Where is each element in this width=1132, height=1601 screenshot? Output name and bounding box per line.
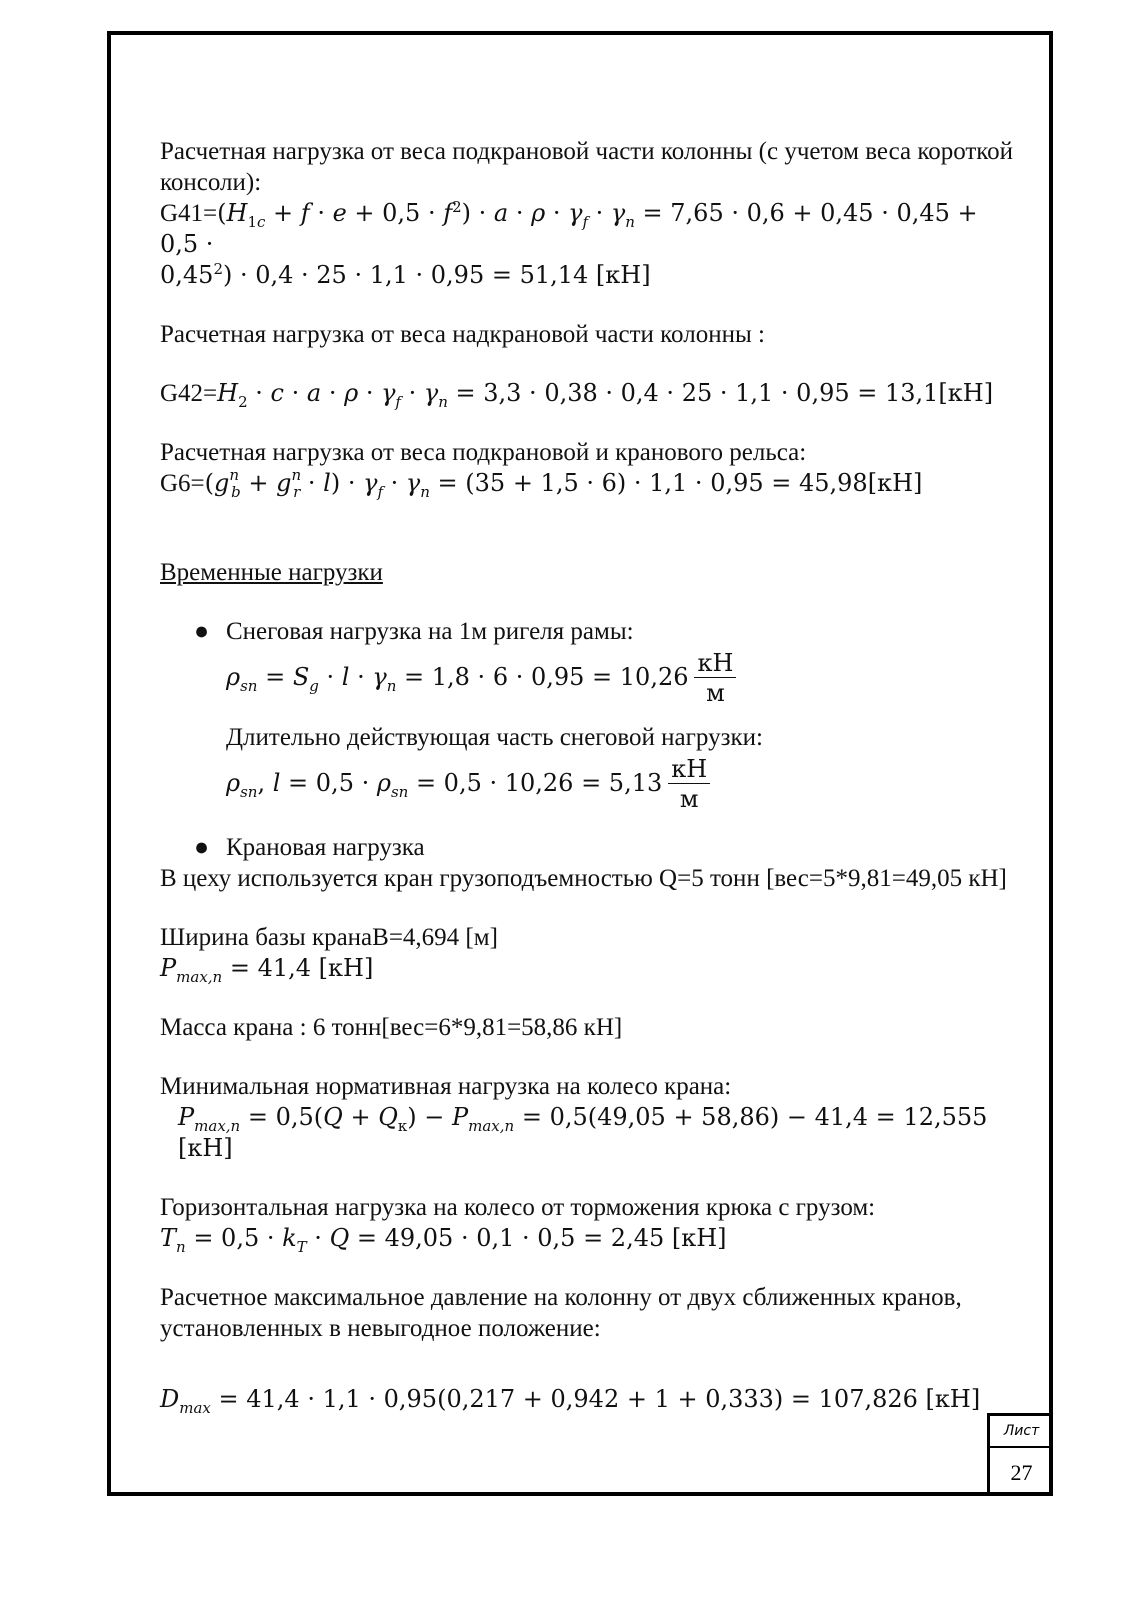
- g6-formula: $G6=(g^n_b + g^n_r \cdot l) \cdot \gamma_f \cdot \gamma_n = (35 + 1,5 \cdot 6) \cdot 1,1 \cdot 0,95 = 45,98[кН]$: [160, 466, 923, 501]
- g6-title: Расчетная нагрузка от веса подкрановой и кранового рельса:: [160, 439, 807, 466]
- snow-long-title: Длительно действующая часть снеговой нагрузки:: [226, 724, 763, 751]
- sheet-number: 27: [1010, 1460, 1033, 1485]
- snow-load-item: [160, 616, 1020, 814]
- temporary-loads-heading: Временные нагрузки: [160, 559, 383, 586]
- sheet-label: Лист: [990, 1416, 1053, 1448]
- min-load-formula: $P_{max,n} = 0,5(Q + Q_к) - P_{max,n} = 0,5(49,05 + 58,86) - 41,4 = 12,555$ [кН]: [178, 1103, 988, 1162]
- horizontal-load-formula: $T_n = 0,5 \cdot k_T \cdot Q = 49,05 \cdot 0,1 \cdot 0,5 = 2,45$ [кН]: [160, 1224, 727, 1256]
- g42-formula: $G42=H_2 \cdot c \cdot a \cdot \rho \cdot \gamma_f \cdot \gamma_n = 3,3 \cdot 0,38 \cdot 0,4 \cdot 25 \cdot 1,1 \cdot 0,95 = 13,1[кН]$: [160, 379, 994, 411]
- g42-title: Расчетная нагрузка от веса надкрановой части колонны :: [160, 321, 765, 348]
- snow-long-formula: $\rho_{sn}$, $l = 0,5 \cdot \rho_{sn} = 0,5 \cdot 10,26 = 5,13$ $\frac{кН}{м}$: [226, 755, 1020, 814]
- g41-formula: $G41=(H_{1c} + f \cdot e + 0,5 \cdot f^2) \cdot a \cdot \rho \cdot \gamma_f \cdot \gamma_n = 7,65 \cdot 0,6 + 0,45 \cdot 0,45 + 0,5$ ·: [160, 198, 978, 258]
- page-content: [160, 136, 1020, 1415]
- unit-fraction: $\frac{кН}{м}$: [694, 649, 736, 708]
- snow-load-formula: $\rho_{sn} = S_g \cdot l \cdot \gamma_n = 1,8 \cdot 6 \cdot 0,95 = 10,26$ $\frac{кН}{м}$: [226, 649, 1020, 708]
- crane-load-item: [160, 832, 1020, 863]
- unit-fraction: $\frac{кН}{м}$: [668, 755, 710, 814]
- dmax-formula: $D_{max} = 41,4 \cdot 1,1 \cdot 0,95(0,217 + 0,942 + 1 + 0,333) = 107,826$ [кН]: [160, 1385, 981, 1417]
- crane-base-width: Ширина базы кранаB=4,694 [м]: [160, 924, 498, 951]
- crane-capacity-text: В цеху используется кран грузоподъемностью Q=5 тонн [вес=5*9,81=49,05 кН]: [160, 865, 1007, 892]
- sheet-stamp: [987, 1413, 1053, 1496]
- crane-mass: Масса крана : 6 тонн[вес=6*9,81=58,86 кН]: [160, 1014, 623, 1041]
- bullet-icon: ●: [194, 834, 210, 861]
- min-load-title: Минимальная нормативная нагрузка на колесо крана:: [160, 1073, 732, 1100]
- snow-load-title: Снеговая нагрузка на 1м ригеля рамы:: [226, 618, 634, 645]
- pmax-formula: $P_{max,n} = 41,4$ [кН]: [160, 954, 374, 986]
- g41-formula-cont: $0,45^2) \cdot 0,4 \cdot 25 \cdot 1,1 \cdot 0,95 = 51,14$ [кН]: [160, 260, 651, 289]
- g41-title: Расчетная нагрузка от веса подкрановой части колонны (с учетом веса короткой консоли):: [160, 138, 1014, 196]
- horizontal-load-title: Горизонтальная нагрузка на колесо от торможения крюка с грузом:: [160, 1194, 876, 1221]
- dmax-title: Расчетное максимальное давление на колонну от двух сближенных кранов, установленных в невыгодное положение:: [160, 1284, 962, 1342]
- crane-load-title: Крановая нагрузка: [226, 834, 425, 861]
- bullet-icon: ●: [194, 618, 210, 645]
